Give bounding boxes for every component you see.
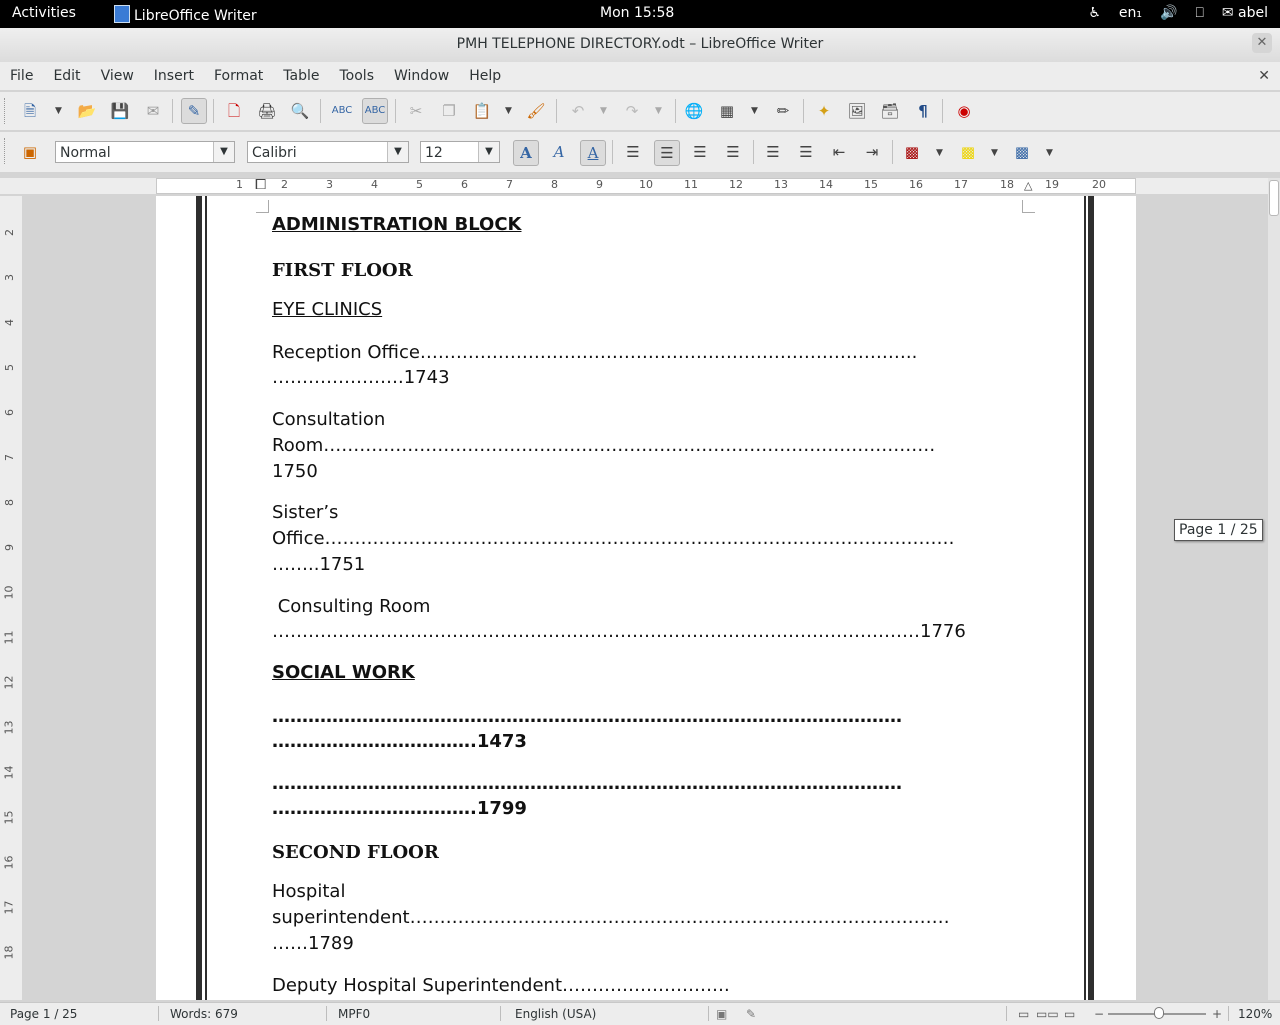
chevron-down-icon[interactable]: ▼ — [478, 142, 499, 162]
hyperlink-icon[interactable]: 🌐 — [684, 102, 704, 120]
ruler-number: 3 — [3, 274, 16, 281]
show-draw-functions-icon[interactable]: ✏ — [776, 102, 790, 120]
menu-window[interactable]: Window — [394, 68, 450, 84]
entry-line[interactable]: Reception Office……………………………………………………………………….. — [272, 342, 918, 363]
ruler-number: 5 — [3, 364, 16, 371]
entry-line[interactable]: Hospital — [272, 881, 346, 902]
toolbar-separator — [942, 99, 943, 123]
font-color-icon[interactable]: ▩ — [904, 143, 920, 161]
ruler-number: 2 — [3, 229, 16, 236]
entry-line[interactable]: …………………………………………………………………………………………… — [272, 773, 902, 794]
heading-eye-clinics[interactable]: EYE CLINICS — [272, 299, 383, 320]
underline-icon[interactable]: A — [580, 140, 606, 166]
scrollbar-thumb[interactable] — [1269, 180, 1279, 216]
entry-line[interactable]: Consultation — [272, 409, 386, 430]
menu-format[interactable]: Format — [213, 68, 264, 84]
text-boundary-mark — [256, 200, 269, 213]
ruler-number: 8 — [551, 178, 558, 191]
align-center-icon[interactable]: ☰ — [654, 140, 680, 166]
zoom-slider-knob[interactable] — [1154, 1007, 1164, 1019]
single-page-view-icon[interactable]: ▭ — [1018, 1007, 1030, 1021]
background-color-dropdown-icon[interactable]: ▼ — [1046, 148, 1053, 158]
ruler-number: 12 — [2, 675, 16, 690]
gallery-icon[interactable]: 🖼 — [847, 102, 867, 120]
user-icon: ✉ — [1221, 5, 1239, 21]
menu-edit[interactable]: Edit — [53, 68, 81, 84]
ruler-number: 5 — [416, 178, 423, 191]
toolbar-separator — [612, 140, 613, 164]
chevron-down-icon[interactable]: ▼ — [387, 142, 408, 162]
system-tray — [1088, 5, 1268, 21]
close-document-icon[interactable]: ✕ — [1258, 68, 1270, 84]
entry-line[interactable]: Office…………………………………………………………………………………………… — [272, 528, 955, 549]
entry-line[interactable]: Sister’s — [272, 502, 339, 523]
bullets-icon[interactable]: ☰ — [799, 143, 813, 161]
entry-line[interactable]: ……..1751 — [272, 554, 366, 575]
keyboard-layout[interactable]: en₁ — [1118, 5, 1142, 21]
status-divider — [326, 1006, 327, 1021]
libreoffice-writer-icon — [114, 5, 130, 23]
export-pdf-icon[interactable]: 🗋 — [227, 102, 241, 120]
ruler-number: 14 — [819, 178, 833, 191]
ruler-number: 11 — [684, 178, 698, 191]
entry-line[interactable]: …………………………………………………………………………………………… — [272, 706, 902, 727]
entry-line[interactable]: Consulting Room — [272, 596, 431, 617]
accessibility-icon[interactable]: ♿ — [1088, 5, 1101, 21]
styles-and-formatting-icon[interactable]: ▣ — [22, 143, 38, 161]
italic-icon[interactable]: A — [553, 143, 565, 161]
ruler-number: 18 — [1000, 178, 1014, 191]
vertical-ruler[interactable] — [0, 196, 22, 1000]
app-name: LibreOffice Writer — [134, 8, 257, 24]
data-sources-icon[interactable]: 🗃 — [880, 102, 900, 120]
ruler-number: 14 — [2, 765, 16, 780]
selection-mode-icon[interactable]: ▣ — [716, 1007, 728, 1021]
toolbar-separator — [395, 99, 396, 123]
ruler-number: 18 — [2, 945, 16, 960]
justify-icon[interactable]: ☰ — [726, 143, 740, 161]
ruler-number: 16 — [909, 178, 923, 191]
app-menu-button[interactable] — [114, 5, 257, 24]
print-preview-icon[interactable]: 🔍 — [290, 102, 310, 120]
horizontal-ruler[interactable] — [0, 178, 1268, 194]
text-boundary-mark — [1022, 200, 1035, 213]
ruler-number: 4 — [371, 178, 378, 191]
bold-icon[interactable]: A — [513, 140, 539, 166]
ruler-number: 6 — [3, 409, 16, 416]
status-page[interactable]: Page 1 / 25 — [10, 1007, 78, 1021]
copy-icon[interactable]: ❐ — [442, 102, 456, 120]
undo-dropdown-icon[interactable]: ▼ — [600, 106, 607, 116]
menu-bar — [0, 62, 1280, 90]
window-close-button[interactable]: ✕ — [1252, 33, 1272, 53]
print-icon[interactable]: 🖨 — [257, 102, 277, 120]
window-title-bar — [0, 28, 1280, 63]
toolbar-separator — [803, 99, 804, 123]
status-divider — [158, 1006, 159, 1021]
ruler-number: 16 — [2, 855, 16, 870]
cut-icon[interactable]: ✂ — [409, 102, 423, 120]
ruler-number: 9 — [596, 178, 603, 191]
entry-line[interactable]: ……1789 — [272, 933, 354, 954]
entry-line[interactable]: superintendent……………………………………………………………………………… — [272, 907, 950, 928]
window-title: PMH TELEPHONE DIRECTORY.odt – LibreOffice Writer — [456, 36, 824, 52]
paragraph-style-combo[interactable] — [55, 141, 235, 163]
status-divider — [708, 1006, 709, 1021]
table-dropdown-icon[interactable]: ▼ — [751, 106, 758, 116]
ruler-number: 7 — [3, 454, 16, 461]
font-size-combo[interactable] — [420, 141, 500, 163]
page-border-left — [196, 196, 202, 1000]
toolbar-grip[interactable] — [4, 98, 8, 124]
page-border-right — [1088, 196, 1094, 1000]
entry-line[interactable]: Room………………………………………………………………………………………… — [272, 435, 936, 456]
chevron-down-icon[interactable]: ▼ — [213, 142, 234, 162]
paste-icon[interactable]: 📋 — [472, 102, 492, 120]
toolbar-separator — [675, 99, 676, 123]
status-word-count[interactable]: Words: 679 — [170, 1007, 238, 1021]
toolbar-separator — [213, 99, 214, 123]
ruler-number: 10 — [2, 585, 16, 600]
spellcheck-icon[interactable]: ABC — [331, 105, 353, 116]
heading-administration-block[interactable]: ADMINISTRATION BLOCK — [272, 214, 522, 235]
font-name-value: Calibri — [252, 145, 297, 161]
ruler-number: 2 — [281, 178, 288, 191]
user-menu[interactable] — [1222, 5, 1268, 21]
numbering-icon[interactable]: ☰ — [766, 143, 780, 161]
clone-formatting-icon[interactable]: 🖌 — [526, 102, 546, 120]
menu-help[interactable]: Help — [469, 68, 502, 84]
redo-icon[interactable]: ↷ — [625, 102, 639, 120]
decrease-indent-icon[interactable]: ⇤ — [832, 143, 846, 161]
activities-button[interactable]: Activities — [12, 5, 76, 21]
menu-table[interactable]: Table — [283, 68, 320, 84]
ruler-number: 20 — [1092, 178, 1106, 191]
entry-line[interactable]: Deputy Hospital Superintendent………………………. — [272, 975, 730, 996]
clock[interactable]: Mon 15:58 — [600, 5, 675, 21]
page-border-left-inner — [205, 196, 207, 1000]
table-icon[interactable]: ▦ — [719, 102, 735, 120]
menu-insert[interactable]: Insert — [153, 68, 194, 84]
entry-line[interactable]: 1750 — [272, 461, 318, 482]
ruler-number: 9 — [3, 544, 16, 551]
ruler-number: 3 — [326, 178, 333, 191]
multi-page-view-icon[interactable]: ▭▭ — [1036, 1007, 1059, 1021]
ruler-number: 1 — [236, 178, 243, 191]
paste-dropdown-icon[interactable]: ▼ — [505, 106, 512, 116]
font-size-value: 12 — [425, 145, 443, 161]
navigator-icon[interactable]: ✦ — [817, 102, 831, 120]
heading-first-floor[interactable]: FIRST FLOOR — [272, 260, 413, 281]
ruler-number: 15 — [864, 178, 878, 191]
heading-social-work[interactable]: SOCIAL WORK — [272, 662, 415, 683]
undo-icon[interactable]: ↶ — [571, 102, 585, 120]
toolbar-separator — [320, 99, 321, 123]
menu-tools[interactable]: Tools — [339, 68, 374, 84]
system-top-bar — [0, 0, 1280, 28]
status-language[interactable]: English (USA) — [515, 1007, 597, 1021]
ruler-number: 4 — [3, 319, 16, 326]
redo-dropdown-icon[interactable]: ▼ — [655, 106, 662, 116]
formatting-toolbar — [0, 132, 1280, 172]
background-color-icon[interactable]: ▩ — [1014, 143, 1030, 161]
toolbar-separator — [172, 99, 173, 123]
toolbar-separator — [753, 140, 754, 164]
page-border-right-inner — [1084, 196, 1086, 1000]
status-page-style[interactable]: MPF0 — [338, 1007, 371, 1021]
help-icon[interactable]: ◉ — [957, 102, 971, 120]
edit-mode-icon[interactable]: ✎ — [181, 98, 207, 124]
ruler-number: 15 — [2, 810, 16, 825]
align-right-icon[interactable]: ☰ — [693, 143, 707, 161]
new-dropdown-icon[interactable]: ▼ — [55, 106, 62, 116]
zoom-in-icon[interactable]: + — [1212, 1007, 1223, 1021]
menu-view[interactable]: View — [100, 68, 134, 84]
ruler-number: 12 — [729, 178, 743, 191]
toolbar-grip[interactable] — [4, 138, 8, 164]
font-color-dropdown-icon[interactable]: ▼ — [936, 148, 943, 158]
ruler-number: 13 — [774, 178, 788, 191]
status-zoom[interactable]: 120% — [1238, 1007, 1273, 1021]
toolbar-separator — [556, 99, 557, 123]
menu-file[interactable]: File — [10, 68, 34, 84]
font-name-combo[interactable] — [247, 141, 409, 163]
status-divider — [1006, 1006, 1007, 1021]
ruler-number: 19 — [1045, 178, 1059, 191]
ruler-number: 17 — [954, 178, 968, 191]
volume-icon[interactable]: 🔊 — [1160, 5, 1178, 21]
entry-line[interactable]: ………………………………………………………………………………………………1776 — [272, 621, 966, 642]
status-bar — [0, 1002, 1280, 1025]
document-modified-icon[interactable]: ✎ — [746, 1007, 757, 1021]
increase-indent-icon[interactable]: ⇥ — [865, 143, 879, 161]
open-icon[interactable]: 📂 — [77, 102, 97, 120]
entry-line[interactable]: ………………….1743 — [272, 367, 450, 388]
toolbar-separator — [892, 140, 893, 164]
entry-line[interactable]: …………………………….1799 — [272, 798, 527, 819]
left-indent-marker-icon[interactable]: ⧠ — [255, 177, 267, 193]
user-name: abel — [1238, 5, 1268, 21]
ruler-number: 13 — [2, 720, 16, 735]
ruler-number: 10 — [639, 178, 653, 191]
entry-line[interactable]: …………………………….1473 — [272, 731, 527, 752]
vertical-scrollbar[interactable] — [1268, 178, 1280, 1000]
ruler-number: 6 — [461, 178, 468, 191]
ruler-number: 11 — [2, 630, 16, 645]
status-divider — [1228, 1006, 1229, 1021]
save-icon[interactable]: 💾 — [110, 102, 130, 120]
paragraph-style-value: Normal — [60, 145, 111, 161]
document-page[interactable] — [156, 196, 1136, 1000]
status-divider — [500, 1006, 501, 1021]
ruler-number: 17 — [2, 900, 16, 915]
zoom-out-icon[interactable]: − — [1094, 1007, 1105, 1021]
page-number-tooltip: Page 1 / 25 — [1174, 519, 1263, 541]
highlighting-icon[interactable]: ▩ — [960, 143, 976, 161]
new-document-icon[interactable]: 🗎 — [23, 102, 37, 120]
book-view-icon[interactable]: ▭ — [1064, 1007, 1076, 1021]
autospellcheck-icon[interactable]: ABC — [362, 98, 388, 124]
highlighting-dropdown-icon[interactable]: ▼ — [991, 148, 998, 158]
right-indent-marker-icon[interactable]: △ — [1024, 179, 1033, 192]
document-workspace[interactable] — [22, 196, 1268, 1000]
ruler-number: 7 — [506, 178, 513, 191]
heading-second-floor[interactable]: SECOND FLOOR — [272, 842, 439, 863]
formatting-marks-icon[interactable]: ¶ — [918, 102, 928, 120]
network-icon[interactable]: ⎕ — [1195, 5, 1204, 21]
align-left-icon[interactable]: ☰ — [626, 143, 640, 161]
email-icon[interactable]: ✉ — [146, 102, 160, 120]
ruler-number: 8 — [3, 499, 16, 506]
standard-toolbar — [0, 92, 1280, 130]
